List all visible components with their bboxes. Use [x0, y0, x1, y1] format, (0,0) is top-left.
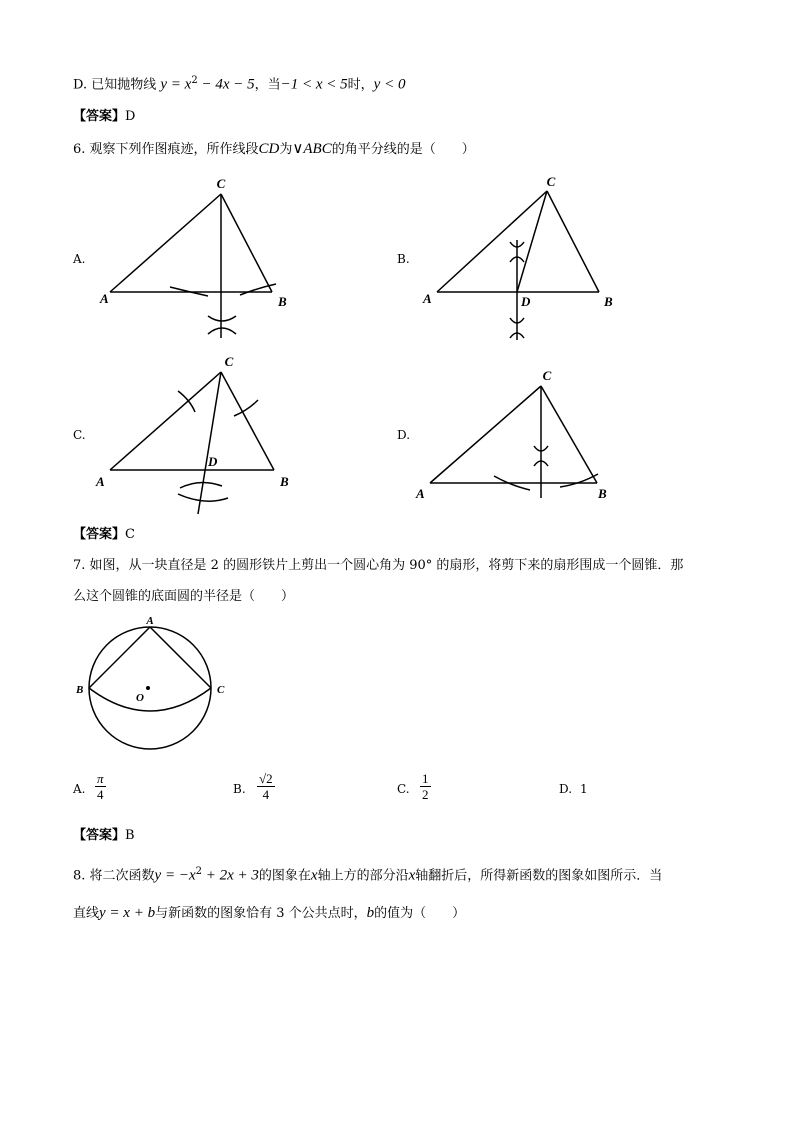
answer-tag: 【答案】	[73, 109, 126, 124]
label-d: D	[208, 454, 218, 469]
exponent: 2	[191, 75, 198, 86]
q6-option-d-label: D.	[397, 428, 411, 442]
radius-ac	[150, 627, 211, 688]
label-a: A	[100, 291, 109, 306]
answer-tag: 【答案】	[73, 527, 126, 542]
triangle-abc: ∨ABC	[292, 141, 332, 157]
option-text: 已知抛物线	[91, 77, 157, 93]
q7-option-c-label: C.	[397, 782, 410, 796]
quadratic-eq-rest: + 2x + 3	[201, 867, 259, 884]
label-b: B	[604, 294, 613, 309]
sector-arc	[89, 688, 211, 711]
center-point	[146, 686, 150, 690]
q6-option-a-label: A.	[73, 252, 86, 266]
q8-text: 直线	[73, 906, 100, 921]
denominator: 2	[422, 787, 429, 802]
label-c: C	[216, 176, 226, 191]
label-a: A	[96, 474, 105, 489]
q8-text: 轴翻折后，所得新函数的图象如图所示．当	[415, 868, 663, 884]
denominator: 4	[97, 787, 104, 802]
answer-7	[73, 827, 135, 845]
comma-text: ，当	[254, 77, 281, 93]
exponent: 2	[195, 866, 202, 877]
label-o: O	[136, 692, 144, 704]
q7-option-b-fraction	[257, 771, 275, 802]
label-b: B	[598, 486, 607, 501]
answer-value: D	[125, 109, 136, 124]
option-label: D.	[73, 77, 88, 93]
q8-stem-line-1	[73, 863, 662, 885]
answer-value: B	[125, 828, 135, 843]
label-c: C	[542, 368, 552, 383]
b-var: b	[366, 905, 375, 921]
q7-option-b-label: B.	[233, 782, 246, 796]
q6-option-b-label: B.	[397, 252, 410, 266]
label-c: C	[217, 684, 225, 696]
parabola-eq-rhs: − 4x − 5	[197, 76, 255, 93]
q6-option-c-label: C.	[73, 428, 86, 442]
denominator: 4	[262, 787, 270, 802]
answer-value: C	[125, 527, 135, 542]
result: y < 0	[373, 76, 406, 93]
q6-stem-2: 为	[279, 142, 293, 157]
numerator: √2	[259, 771, 273, 786]
q6-stem-3: 的角平分线的是（ ）	[331, 142, 475, 157]
q7-option-a-fraction	[95, 771, 106, 802]
x-var: x	[408, 867, 416, 884]
label-b: B	[280, 474, 289, 489]
label-a: A	[146, 615, 154, 627]
numerator: π	[97, 771, 104, 786]
q8-stem-line-2	[73, 904, 465, 923]
q8-text: 与新函数的图象恰有 3 个公共点时，	[155, 906, 367, 921]
answer-tag: 【答案】	[73, 828, 126, 843]
q8-text: 8. 将二次函数	[73, 868, 155, 884]
label-b: B	[76, 684, 84, 696]
x-var: x	[310, 867, 318, 884]
label-a: A	[416, 486, 425, 501]
q7-stem-line-2: 么这个圆锥的底面圆的半径是（ ）	[73, 589, 295, 604]
condition: −1 < x < 5	[280, 76, 348, 93]
label-c: C	[546, 174, 556, 189]
option-text-2: 时，	[347, 77, 374, 93]
radius-ab	[89, 627, 150, 688]
parabola-eq-lhs: y = x	[160, 76, 192, 93]
q7-option-d-value: 1	[580, 782, 588, 796]
q6-stem-1: 6. 观察下列作图痕迹，所作线段	[73, 142, 259, 157]
numerator: 1	[422, 771, 429, 786]
label-a: A	[423, 291, 432, 306]
label-b: B	[278, 294, 287, 309]
q8-text: 轴上方的部分沿	[317, 868, 409, 884]
q8-text: 的图象在	[258, 868, 311, 884]
q7-stem-line-1: 7. 如图，从一块直径是 2 的圆形铁片上剪出一个圆心角为 90° 的扇形，将剪下来的扇形围成一个圆锥．那	[73, 558, 684, 573]
q7-option-c-fraction	[420, 771, 431, 802]
q7-option-a-label: A.	[73, 782, 86, 796]
line-eq: y = x + b	[99, 905, 156, 921]
segment-cd: CD	[258, 141, 280, 157]
q8-text: 的值为（ ）	[374, 906, 466, 921]
quadratic-eq: y = −x	[154, 867, 196, 884]
q7-option-d-label: D.	[559, 782, 573, 796]
label-d: D	[521, 294, 531, 309]
label-c: C	[224, 354, 234, 369]
